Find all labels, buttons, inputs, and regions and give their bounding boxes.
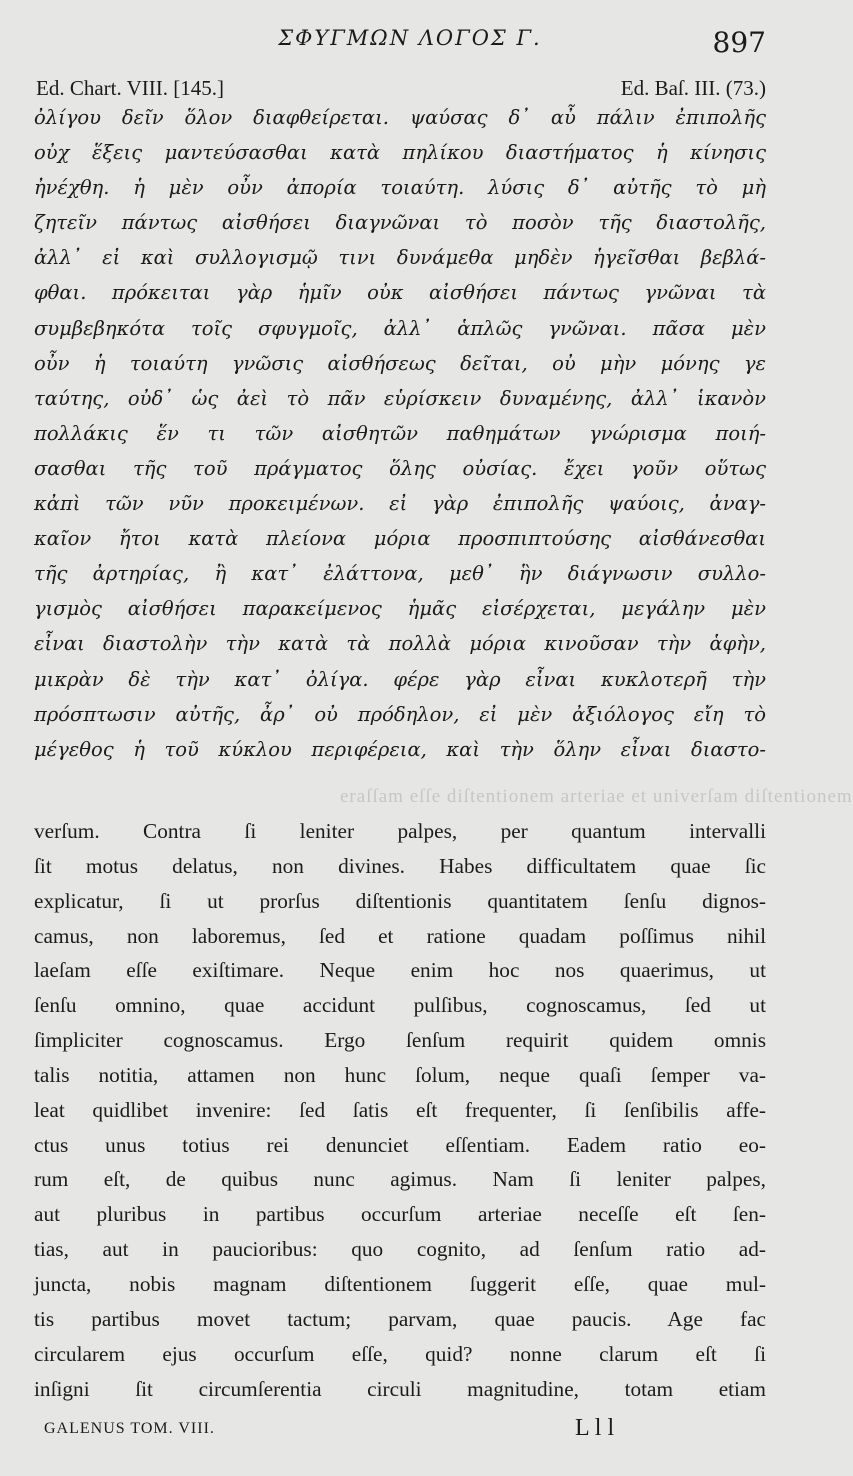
greek-text-line: πολλάκις ἕν τι τῶν αἰσθητῶν παθημάτων γνώρισμα ποιή- (34, 421, 766, 445)
latin-text-line: aut pluribus in partibus occurſum arteriae neceſſe eſt ſen- (34, 1202, 766, 1227)
latin-text-line: rum eſt, de quibus nunc agimus. Nam ſi leniter palpes, (34, 1167, 766, 1192)
greek-text-line: τῆς ἀρτηρίας, ἢ κατ᾽ ἐλάττονα, μεθ᾽ ἣν διάγνωσιν συλλο- (34, 562, 766, 586)
greek-text-line: μικρὰν δὲ τὴν κατ᾽ ὀλίγα. φέρε γὰρ εἶναι κυκλοτερῆ τὴν (34, 667, 766, 691)
latin-text-line: circularem ejus occurſum eſſe, quid? nonne clarum eſt ſi (34, 1341, 766, 1366)
latin-text-line: laeſam eſſe exiſtimare. Neque enim hoc nos quaerimus, ut (34, 958, 766, 983)
latin-text-line: ſenſu omnino, quae accidunt pulſibus, cognoscamus, ſed ut (34, 993, 766, 1018)
latin-text-line: inſigni ſit circumſerentia circuli magnitudine, totam etiam (34, 1376, 766, 1401)
greek-text-line: γισμὸς αἰσθήσει παρακείμενος ἡμᾶς εἰσέρχεται, μεγάλην μὲν (34, 597, 766, 621)
greek-text-line: πρόσπτωσιν αὐτῆς, ἆρ᾽ οὐ πρόδηλον, εἰ μὲν ἀξιόλογος εἴη τὸ (34, 702, 766, 726)
latin-text-line: tias, aut in paucioribus: quo cognito, ad ſenſum ratio ad- (34, 1237, 766, 1262)
latin-text-line: ſit motus delatus, non divines. Habes difficultatem quae ſic (34, 853, 766, 878)
greek-text-line: σασθαι τῆς τοῦ πράγματος ὅλης οὐσίας. ἔχει γοῦν οὕτως (34, 456, 766, 480)
greek-text-line: μέγεθος ἡ τοῦ κύκλου περιφέρεια, καὶ τὴν ὅλην εἶναι διαστο- (34, 737, 766, 761)
latin-text-line: leat quidlibet invenire: ſed ſatis eſt frequenter, ſi ſenſibilis affe- (34, 1097, 766, 1122)
greek-text-line: κἀπὶ τῶν νῦν προκειμένων. εἰ γὰρ ἐπιπολῆς ψαύοις, ἀναγ- (34, 492, 766, 516)
running-title: ΣΦΥΓΜΩΝ ΛΟΓΟΣ Γ. (278, 26, 542, 50)
greek-text-line: συμβεβηκότα τοῖς σφυγμοῖς, ἀλλ᾽ ἁπλῶς γνῶναι. πᾶσα μὲν (34, 316, 766, 340)
greek-text-line: φθαι. πρόκειται γὰρ ἡμῖν οὐκ αἰσθήσει πάντως γνῶναι τὰ (34, 281, 766, 305)
edition-reference-basel: Ed. Baſ. III. (73.) (620, 76, 766, 100)
latin-text-block (34, 814, 766, 1406)
page-number: 897 (712, 26, 766, 59)
bleed-through-text: eraſſam eſſe diſtentionem arteriae et univerſam diſtentionem (340, 786, 853, 807)
latin-text-line: tis partibus movet tactum; parvam, quae paucis. Age fac (34, 1306, 766, 1331)
latin-text-line: juncta, nobis magnam diſtentionem ſuggerit eſſe, quae mul- (34, 1271, 766, 1296)
greek-text-line: ταύτης, οὐδ᾽ ὡς ἀεὶ τὸ πᾶν εὑρίσκειν δυναμένης, ἀλλ᾽ ἱκανὸν (34, 386, 766, 410)
greek-text-block (34, 100, 766, 767)
latin-text-line: ſimpliciter cognoscamus. Ergo ſenſum requirit quidem omnis (34, 1028, 766, 1053)
latin-text-line: verſum. Contra ſi leniter palpes, per quantum intervalli (34, 819, 766, 843)
greek-text-line: οὐχ ἕξεις μαντεύσασθαι κατὰ πηλίκου διαστήματος ἡ κίνησις (34, 141, 766, 165)
greek-text-line: καῖον ἤτοι κατὰ πλείονα μόρια προσπιπτούσης αἰσθάνεσθαι (34, 527, 766, 551)
greek-text-line: οὖν ἡ τοιαύτη γνῶσις αἰσθήσεως δεῖται, οὐ μὴν μόνης γε (34, 351, 766, 375)
footer-sheet-mark: L l l (575, 1415, 615, 1441)
greek-text-line: ὀλίγου δεῖν ὅλον διαφθείρεται. ψαύσας δ᾽ αὖ πάλιν ἐπιπολῆς (34, 106, 766, 129)
latin-text-line: ctus unus totius rei denunciet eſſentiam. Eadem ratio eo- (34, 1132, 766, 1157)
latin-text-line: camus, non laboremus, ſed et ratione quadam poſſimus nihil (34, 923, 766, 948)
latin-text-line: talis notitia, attamen non hunc ſolum, neque quaſi ſemper va- (34, 1062, 766, 1087)
edition-reference-chartier: Ed. Chart. VIII. [145.] (36, 76, 224, 100)
greek-text-line: ζητεῖν πάντως αἰσθήσει διαγνῶναι τὸ ποσὸν τῆς διαστολῆς, (34, 211, 766, 235)
footer-signature: GALENUS TOM. VIII. (44, 1420, 215, 1437)
greek-text-line: εἶναι διαστολὴν τὴν κατὰ τὰ πολλὰ μόρια κινοῦσαν τὴν ἁφὴν, (34, 632, 766, 656)
latin-text-line: explicatur, ſi ut prorſus diſtentionis quantitatem ſenſu dignos- (34, 888, 766, 913)
greek-text-line: ἠνέχθη. ἡ μὲν οὖν ἀπορία τοιαύτη. λύσις δ᾽ αὐτῆς τὸ μὴ (34, 176, 766, 200)
greek-text-line: ἀλλ᾽ εἰ καὶ συλλογισμῷ τινι δυνάμεθα μηδὲν ἡγεῖσθαι βεβλά- (34, 246, 766, 270)
